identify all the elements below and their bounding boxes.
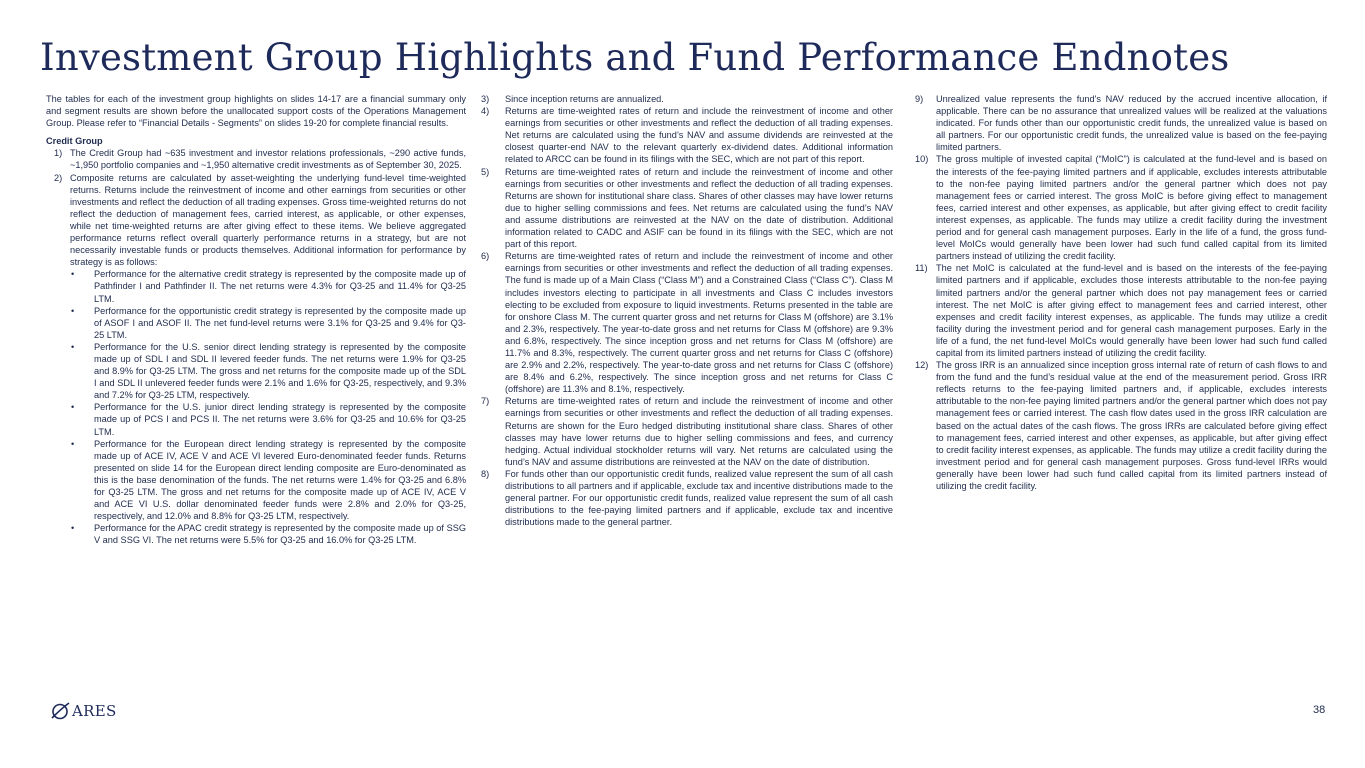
bullet-icon: •: [71, 523, 75, 534]
endnote-number: 11): [915, 263, 928, 274]
endnote-text: Since inception returns are annualized.: [505, 94, 664, 104]
endnote-number: 9): [915, 94, 924, 104]
endnote-number: 12): [915, 360, 929, 371]
endnote-1: [46, 147, 466, 171]
endnote-3: [481, 93, 893, 105]
endnote-number: 4): [481, 106, 490, 117]
endnote-8: [481, 468, 893, 528]
endnote-text: The gross multiple of invested capital (“MoIC”) is calculated at the fund-level and is based on the interests of the fee-paying limited partners and if applicable, excludes interests attributable to the non-fee paying limited partners and/or the general partner which does not pay management fees or carried interest. The gross MoIC is before giving effect to management fees, carried interest and other expenses, as applicable, but after giving effect to credit facility interest expenses, as applicable. The funds may utilize a credit facility during the investment period and for general cash management purposes. Early in the life of a fund, the gross fund-level MoICs would generally have been lower had such fund called capital from its limited partners instead of utilizing the credit facility.: [936, 154, 1327, 262]
strategy-bullet-us-senior-direct-lending: • Performance for the U.S. senior direct lending strategy is represented by the composite made up of SDL I and SDL II levered feeder funds. The net returns were 1.9% for Q3-25 and 8.9% for Q3-25 LTM. The gross and net returns for the composite made up of the SDL I and SDL II unlevered feeder funds were 2.1% and 1.6% for Q3-25, respectively, and 9.3% and 7.2% for Q3-25 LTM, respectively.: [71, 341, 466, 401]
strategy-bullet-us-junior-direct-lending: • Performance for the U.S. junior direct lending strategy is represented by the composite made up of PCS I and PCS II. The net returns were 3.6% for Q3-25 and 10.6% for Q3-25 LTM.: [71, 402, 466, 437]
endnote-text: Returns are time-weighted rates of return and include the reinvestment of income and other earnings from securities or other investments and reflect the deduction of all trading expenses. Returns are shown for the Euro hedged distributing institutional share class. Shares of other classes may have lower returns due to higher selling commissions and fees, and currency hedging. Actual individual stockholder returns will vary. Net returns are calculated using the fund’s NAV and assume distributions are reinvested at the NAV on the date of distribution.: [505, 396, 893, 467]
credit-group-heading: Credit Group: [46, 136, 103, 147]
endnote-number: 2): [54, 172, 63, 183]
endnote-text: Composite returns are calculated by asset-weighting the underlying fund-level time-weighted returns. Returns include the reinvestment of income and other earnings from securities or other investments and reflect the deduction of all trading expenses. Gross time-weighted returns do not reflect the deduction of management fees, carried interest, as applicable, or other expenses, while net time-weighted returns are after giving effect to these items. We believe aggregated performance returns reflect overall quarterly performance returns in a strategy, but are not necessarily investable funds or products themselves. Additional information for performance by strategy is as follows:: [70, 172, 466, 268]
endnotes-list-right: [915, 93, 1327, 492]
ares-logo: [50, 702, 117, 720]
endnote-7: [481, 395, 893, 468]
bullet-icon: •: [71, 305, 75, 316]
endnote-text: Unrealized value represents the fund's NAV reduced by the accrued incentive allocation, if applicable. There can be no assurance that unrealized values will be realized at the valuations indicated. For funds other than our opportunistic credit funds, the unrealized value is based on all partners. For our opportunistic credit funds, the unrealized value is based on the fee-paying limited partners.: [936, 94, 1327, 153]
endnote-6: [481, 250, 893, 395]
ares-logo-text: ARES: [72, 702, 117, 720]
endnote-text: The Credit Group had ~635 investment and investor relations professionals, ~290 active funds, ~1,950 portfolio companies and ~1,950 alternative credit investments as of September 30, 2025.: [70, 148, 466, 171]
endnote-text: The net MoIC is calculated at the fund-level and is based on the interests of the fee-paying limited partners and if applicable, excludes those interests attributable to the non-fee paying limited partners and/or the general partner which does not pay management fees or carried interest. The net MoIC is after giving effect to management fees and carried interest, other expenses and credit facility interest expenses, as applicable. The funds may utilize a credit facility during the investment period and for general cash management purposes. Early in the life of a fund, the net fund-level MoICs would generally have been lower had such fund called capital from its limited partners instead of utilizing the credit facility.: [936, 263, 1327, 358]
strategy-bullet-european-direct-lending: • Performance for the European direct lending strategy is represented by the composite made up of ACE IV, ACE V and ACE VI levered Euro-denominated feeder funds. Returns presented on slide 14 for the European direct lending composite are Euro-denominated as this is the base denomination of the funds. The net returns were 1.4% for Q3-25 and 6.8% for Q3-25 LTM. The gross and net returns for the composite made up of ACE IV, ACE V and ACE VI U.S. dollar denominated feeder funds were 2.8% and 2.0% for Q3-25, respectively, and 12.0% and 8.8% for Q3-25 LTM, respectively.: [71, 438, 466, 522]
intro-paragraph: The tables for each of the investment group highlights on slides 14-17 are a financial summary only and segment results are shown before the unallocated support costs of the Operations Management Group. Please refer to “Financial Details - Segments” on slides 19-20 for complete financial results.: [46, 94, 466, 129]
bullet-icon: •: [71, 438, 75, 449]
endnote-number: 3): [481, 94, 490, 104]
page-title: Investment Group Highlights and Fund Performance Endnotes: [40, 36, 1230, 79]
endnote-4: [481, 105, 893, 165]
endnote-number: 8): [481, 468, 490, 479]
strategy-bullet-opportunistic-credit: • Performance for the opportunistic credit strategy is represented by the composite made up of ASOF I and ASOF II. The net fund-level returns were 3.1% for Q3-25 and 9.4% for Q3-25 LTM.: [71, 305, 466, 340]
endnotes-column-left: [46, 93, 466, 546]
endnote-text: The gross IRR is an annualized since inception gross internal rate of return of cash flows to and from the fund and the fund’s residual value at the end of the measurement period. Gross IRR reflects returns to the fee-paying limited partners and, if applicable, excludes interests attributable to the non-fee paying limited partners and/or the general partner which does not pay management fees or carried interest. The cash flow dates used in the gross IRR calculation are based on the actual dates of the cash flows. The gross IRRs are calculated before giving effect to management fees, carried interest and other expenses, as applicable, but after giving effect to credit facility interest expenses, as applicable. The funds may utilize a credit facility during the investment period and for general cash management purposes. Gross fund-level IRRs would generally have been lower had such fund called capital from its limited partners instead of utilizing the credit facility.: [936, 360, 1327, 491]
bullet-icon: •: [71, 402, 75, 413]
endnote-10: [915, 153, 1327, 262]
endnotes-column-middle: [481, 93, 893, 528]
ares-swoosh-icon: [50, 702, 70, 720]
endnote-text: Returns are time-weighted rates of return and include the reinvestment of income and other earnings from securities or other investments and reflect the deduction of all trading expenses. The fund is made up of a Main Class (“Class M”) and a Constrained Class (“Class C”). Class M includes investors electing to participate in all investments and Class C includes investors electing to be excluded from exposure to liquid investments. Returns presented in the table are for onshore Class M. The current quarter gross and net returns for Class M (offshore) are 3.1% and 2.3%, respectively. The year-to-date gross and net returns for Class M (offshore) are 9.3% and 6.8%, respectively. The since inception gross and net returns for Class M (offshore) are 11.7% and 8.3%, respectively. The current quarter gross and net returns for Class C (offshore) are 2.9% and 2.2%, respectively. The year-to-date gross and net returns for Class C (offshore) are 8.4% and 6.2%, respectively. The since inception gross and net returns for Class C (offshore) are 11.3% and 8.1%, respectively.: [505, 251, 893, 395]
endnote-5: [481, 166, 893, 251]
endnotes-list-middle: [481, 93, 893, 528]
endnote-2: [46, 172, 466, 547]
endnotes-column-right: [915, 93, 1327, 492]
endnote-number: 7): [481, 396, 490, 407]
endnote-number: 10): [915, 154, 929, 165]
endnote-9: [915, 93, 1327, 153]
bullet-icon: •: [71, 269, 75, 280]
endnote-text: For funds other than our opportunistic credit funds, realized value represent the sum of all cash distributions to all partners and if applicable, exclude tax and incentive distributions made to the general partner. For our opportunistic credit funds, realized value represent the sum of all cash distributions to the fee-paying limited partners and if applicable, exclude tax and incentive distributions made to the general partner.: [505, 468, 893, 528]
page-number: 38: [1313, 704, 1326, 716]
endnote-number: 1): [54, 148, 63, 159]
strategy-performance-list: [70, 268, 466, 546]
endnote-number: 6): [481, 251, 490, 262]
strategy-bullet-apac-credit: • Performance for the APAC credit strategy is represented by the composite made up of SSG V and SSG VI. The net returns were 5.5% for Q3-25 and 16.0% for Q3-25 LTM.: [71, 523, 466, 546]
endnote-text: Returns are time-weighted rates of return and include the reinvestment of income and other earnings from securities or other investments and reflect the deduction of all trading expenses. Net returns are calculated using the fund’s NAV and assume dividends are reinvested at the closest quarter-end NAV to the relevant quarterly ex-dividend dates. Additional information related to ARCC can be found in its filings with the SEC, which are not part of this report.: [505, 106, 893, 165]
bullet-icon: •: [71, 341, 75, 352]
endnote-number: 5): [481, 166, 490, 177]
strategy-bullet-alternative-credit: • Performance for the alternative credit strategy is represented by the composite made up of Pathfinder I and Pathfinder II. The net returns were 4.3% for Q3-25 and 11.4% for Q3-25 LTM.: [71, 269, 466, 304]
endnote-text: Returns are time-weighted rates of return and include the reinvestment of income and other earnings from securities or other investments and reflect the deduction of all trading expenses. Returns are shown for institutional share class. Shares of other classes may have lower returns due to higher selling commissions and fees. Net returns are calculated using the fund’s NAV and assume distributions are reinvested at the NAV on the date of distribution. Additional information related to CADC and ASIF can be found in its filings with the SEC, which are not part of this report.: [505, 166, 893, 250]
credit-group-notes: [46, 147, 466, 546]
endnote-11: [915, 262, 1327, 359]
endnote-12: [915, 359, 1327, 492]
